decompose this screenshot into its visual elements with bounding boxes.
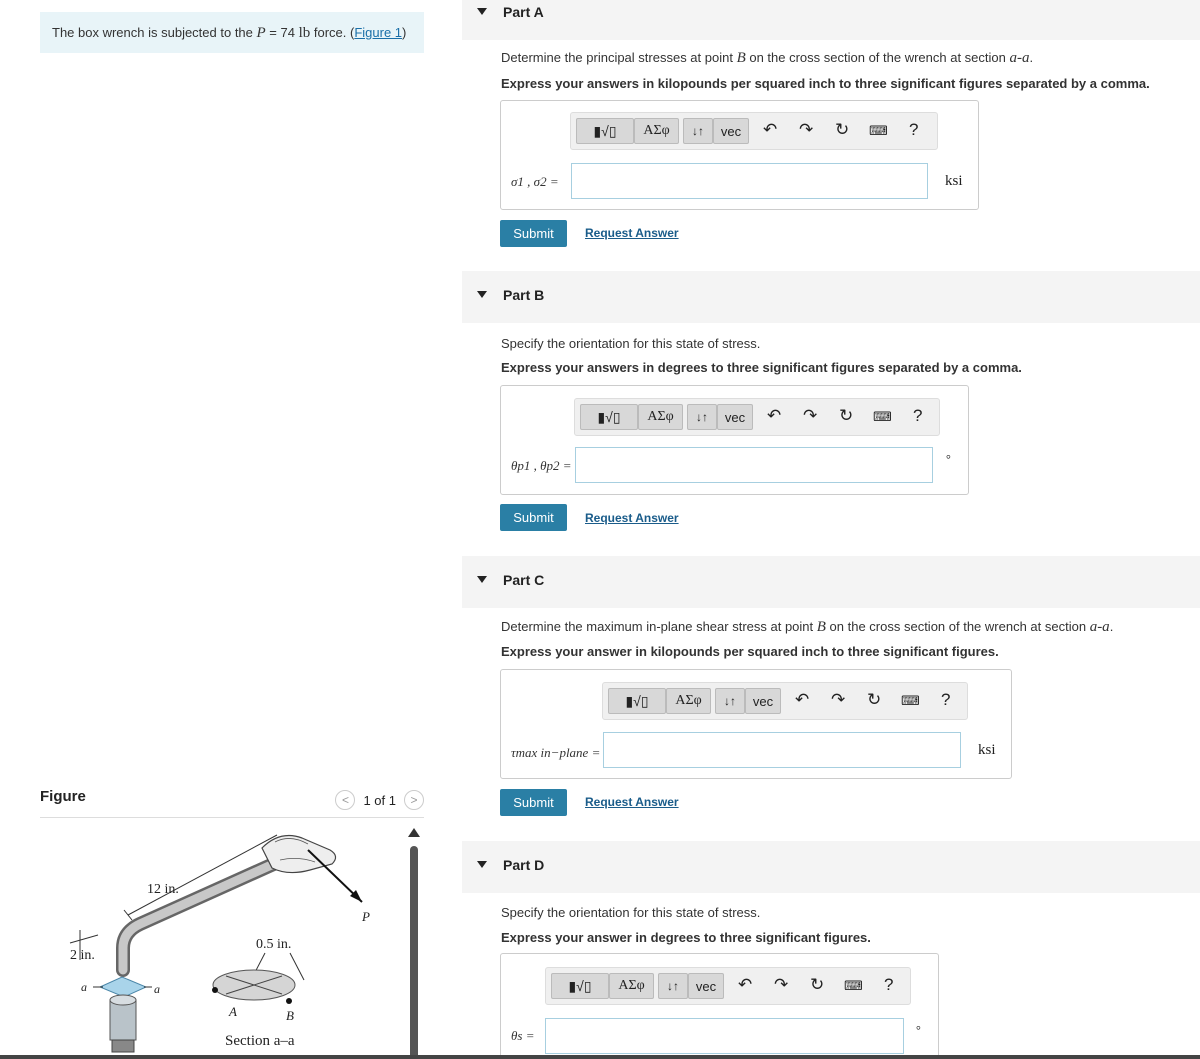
help-button[interactable]: ? [913, 406, 923, 425]
figure-navigation [335, 790, 424, 810]
subscript-button[interactable]: ↓↑ [658, 973, 688, 999]
problem-text-before: The box wrench is subjected to the [52, 25, 257, 40]
part-c-label: Part C [503, 572, 545, 588]
reset-icon[interactable]: ↻ [867, 690, 882, 709]
figure-header [40, 786, 424, 818]
undo-icon[interactable]: ↶ [795, 690, 810, 709]
undo-icon[interactable]: ↶ [767, 406, 782, 425]
part-d-unit: ° [916, 1023, 921, 1037]
prev-figure-button[interactable] [335, 790, 355, 810]
subscript-button[interactable]: ↓↑ [715, 688, 745, 714]
part-d-label: Part D [503, 857, 545, 873]
figure-counter: 1 of 1 [363, 792, 396, 808]
scroll-up-arrow-icon[interactable] [408, 828, 420, 837]
part-a-unit: ksi [945, 173, 963, 189]
redo-icon[interactable]: ↷ [803, 406, 818, 425]
templates-button[interactable] [576, 118, 634, 144]
redo-icon[interactable]: ↷ [774, 975, 789, 994]
chevron-right-icon: > [410, 793, 418, 807]
dim-label-2in: 2 in. [70, 948, 95, 963]
part-b-request-answer-link[interactable]: Request Answer [585, 511, 679, 525]
subscript-button[interactable]: ↓↑ [683, 118, 713, 144]
part-c-question: Determine the maximum in-plane shear stress at point B on the cross section of the wrench at section a-a. [501, 619, 1114, 635]
part-b-toolbar [574, 398, 940, 436]
scroll-thumb[interactable] [410, 846, 418, 1059]
problem-text-after: force. ( [310, 25, 355, 40]
templates-button[interactable] [580, 404, 638, 430]
greek-button[interactable]: ΑΣφ [634, 118, 679, 144]
dim-label-05in: 0.5 in. [256, 937, 292, 952]
keyboard-icon[interactable]: ⌨ [901, 693, 920, 708]
greek-button[interactable]: ΑΣφ [609, 973, 654, 999]
part-d-answer-input[interactable] [545, 1018, 904, 1054]
point-a [212, 987, 218, 993]
part-c-answer-input[interactable] [603, 732, 961, 768]
part-a-instruction: Express your answers in kilopounds per squared inch to three significant figures separated by a comma. [501, 76, 1150, 91]
part-b-submit-button[interactable]: Submit [500, 504, 567, 531]
templates-button[interactable] [608, 688, 666, 714]
greek-button[interactable]: ΑΣφ [638, 404, 683, 430]
point-b [286, 998, 292, 1004]
reset-icon[interactable]: ↻ [839, 406, 854, 425]
part-a-submit-button[interactable]: Submit [500, 220, 567, 247]
help-button[interactable]: ? [884, 975, 894, 994]
force-label: P [362, 909, 370, 924]
box-wrench-figure [40, 820, 424, 1059]
part-b-answer-input[interactable] [575, 447, 933, 483]
problem-text-close: ) [402, 25, 407, 40]
part-b-unit: ° [946, 452, 951, 466]
reset-icon[interactable]: ↻ [810, 975, 825, 994]
force-unit: lb [298, 25, 311, 41]
force-variable: P [256, 25, 266, 41]
section-plane [100, 977, 146, 997]
redo-icon[interactable]: ↷ [799, 120, 814, 139]
next-figure-button[interactable] [404, 790, 424, 810]
figure-scrollbar[interactable] [408, 828, 420, 1059]
wrench-handle [123, 862, 278, 970]
part-d-instruction: Express your answer in degrees to three significant figures. [501, 930, 871, 945]
redo-icon[interactable]: ↷ [831, 690, 846, 709]
templates-button[interactable] [551, 973, 609, 999]
part-c-unit: ksi [978, 742, 996, 758]
part-a-header[interactable] [462, 0, 1200, 40]
reset-icon[interactable]: ↻ [835, 120, 850, 139]
part-b-input-label: θp1 , θp2 = [511, 458, 572, 473]
vector-button[interactable]: vec [717, 404, 753, 430]
part-b-instruction: Express your answers in degrees to three significant figures separated by a comma. [501, 360, 1022, 375]
keyboard-icon[interactable]: ⌨ [873, 409, 892, 424]
subscript-button[interactable]: ↓↑ [687, 404, 717, 430]
part-c-header[interactable] [462, 556, 1200, 608]
section-label-left: a [81, 980, 87, 994]
bottom-border [0, 1055, 1200, 1059]
dim-label-12in: 12 in. [147, 882, 179, 897]
part-d-question: Specify the orientation for this state of stress. [501, 905, 761, 920]
part-d-toolbar [545, 967, 911, 1005]
wrench-socket [110, 1000, 136, 1040]
part-c-toolbar [602, 682, 968, 720]
part-d-header[interactable] [462, 841, 1200, 893]
section-label-right: a [154, 982, 160, 996]
part-a-question: Determine the principal stresses at point B on the cross section of the wrench at section a-a. [501, 50, 1034, 66]
part-b-header[interactable] [462, 271, 1200, 323]
vector-button[interactable]: vec [713, 118, 749, 144]
help-button[interactable]: ? [909, 120, 919, 139]
fraction-root-icon: ▮√▯ [625, 692, 649, 709]
part-b-question: Specify the orientation for this state of stress. [501, 336, 761, 351]
part-c-input-label: τmax in−plane = [511, 745, 601, 760]
vector-button[interactable]: vec [688, 973, 724, 999]
part-a-input-label: σ1 , σ2 = [511, 174, 559, 189]
chevron-left-icon: < [341, 793, 349, 807]
undo-icon[interactable]: ↶ [738, 975, 753, 994]
part-b-label: Part B [503, 287, 545, 303]
help-button[interactable]: ? [941, 690, 951, 709]
part-a-answer-input[interactable] [571, 163, 928, 199]
part-c-instruction: Express your answer in kilopounds per squared inch to three significant figures. [501, 644, 999, 659]
undo-icon[interactable]: ↶ [763, 120, 778, 139]
problem-text-eq: = 74 [265, 25, 299, 40]
figure-link[interactable]: Figure 1 [354, 25, 403, 40]
collapse-triangle-icon [477, 8, 487, 15]
fraction-root-icon: ▮√▯ [597, 408, 621, 425]
fraction-root-icon: ▮√▯ [593, 122, 617, 139]
part-c-request-answer-link[interactable]: Request Answer [585, 795, 679, 809]
part-d-input-label: θs = [511, 1028, 535, 1043]
greek-button[interactable]: ΑΣφ [666, 688, 711, 714]
part-c-submit-button[interactable]: Submit [500, 789, 567, 816]
part-a-toolbar [570, 112, 938, 150]
keyboard-icon[interactable]: ⌨ [869, 123, 888, 138]
keyboard-icon[interactable]: ⌨ [844, 978, 863, 993]
section-caption: Section a–a [225, 1033, 295, 1049]
figure-title: Figure [40, 788, 86, 805]
collapse-triangle-icon [477, 576, 487, 583]
part-a-label: Part A [503, 4, 544, 20]
collapse-triangle-icon [477, 291, 487, 298]
part-a-request-answer-link[interactable]: Request Answer [585, 226, 679, 240]
vector-button[interactable]: vec [745, 688, 781, 714]
point-b-label: B [286, 1008, 294, 1023]
fraction-root-icon: ▮√▯ [568, 977, 592, 994]
point-a-label: A [229, 1004, 237, 1019]
collapse-triangle-icon [477, 861, 487, 868]
problem-statement [40, 12, 424, 53]
